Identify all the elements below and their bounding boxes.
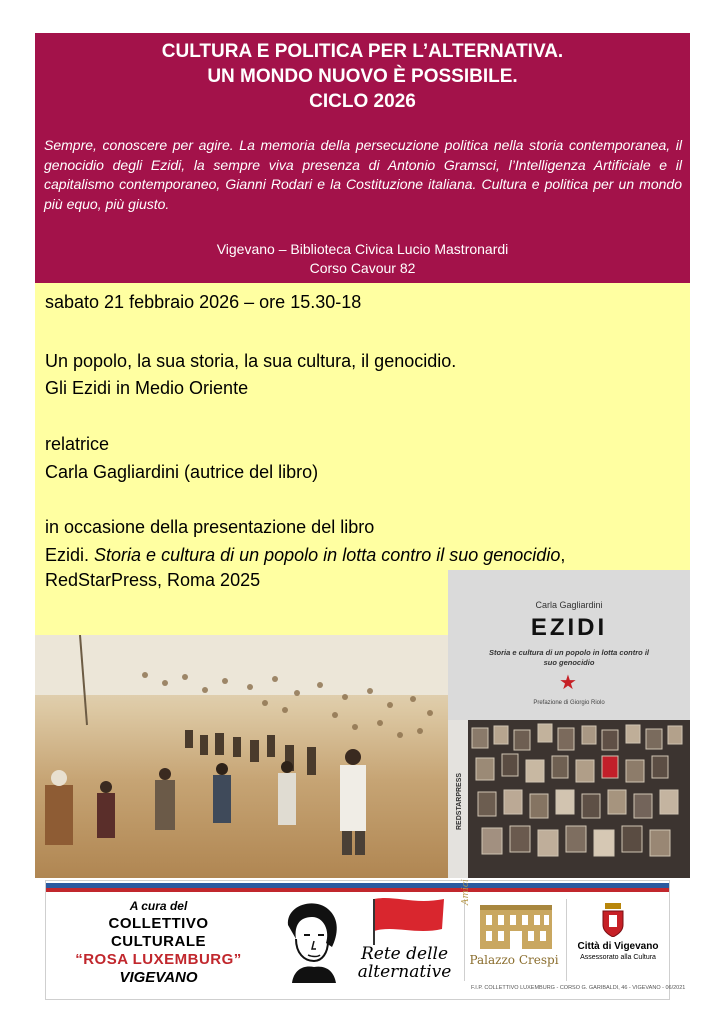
footer-divider-1: [464, 899, 465, 981]
poster-title: [35, 39, 690, 114]
refugees-photo: [35, 635, 448, 878]
speaker-label: relatrice: [45, 434, 110, 454]
footer-red-bar: [46, 888, 669, 892]
venue-line-1: Vigevano – Biblioteca Civica Lucio Mastronardi: [216, 241, 509, 257]
rosa-luxemburg-portrait-icon: [274, 895, 346, 983]
organizer-block: [46, 897, 271, 987]
red-flag-icon: [364, 895, 454, 945]
rete-line-2: alternative: [357, 962, 452, 982]
desert-scene-illustration: [35, 635, 448, 878]
palazzo-crespi-building-icon: [476, 903, 556, 951]
venue: [35, 240, 690, 278]
book-reference: Ezidi. Storia e cultura di un popolo in lotta contro il suo genocidio,: [45, 545, 566, 565]
book-cover: [448, 570, 690, 878]
book-cover-title: EZIDI: [530, 614, 608, 641]
book-cover-subtitle: Storia e cultura di un popolo in lotta contro il suo genocidio: [489, 648, 649, 667]
organizer-culturale: CULTURALE: [110, 933, 207, 950]
event-date: sabato 21 febbraio 2026 – ore 15.30-18: [45, 292, 362, 312]
event-topic-line-2: Gli Ezidi in Medio Oriente: [45, 378, 249, 398]
footer-divider-2: [566, 899, 567, 981]
title-line-1: CULTURA E POLITICA PER L’ALTERNATIVA.: [161, 41, 564, 62]
speaker-name: Carla Gagliardini (autrice del libro): [45, 462, 319, 482]
book-spine-publisher: REDSTARPRESS: [456, 772, 463, 830]
title-line-3: CICLO 2026: [309, 91, 416, 112]
organizer-rosa: “ROSA LUXEMBURG”: [75, 951, 242, 968]
citta-vigevano-label: Città di Vigevano: [577, 941, 659, 952]
amici-label: Amici: [461, 879, 471, 905]
publisher: RedStarPress, Roma 2025: [45, 570, 261, 590]
assessorato-label: Assessorato alla Cultura: [580, 954, 656, 961]
red-star-icon: ★: [559, 672, 577, 694]
book-title: Ezidi.: [45, 545, 90, 565]
organizer-vigevano: VIGEVANO: [119, 969, 198, 986]
organizer-collettivo: COLLETTIVO: [108, 915, 209, 932]
event-topic-line-1: Un popolo, la sua storia, la sua cultura, il genocidio.: [45, 351, 457, 371]
title-line-2: UN MONDO NUOVO È POSSIBILE.: [207, 66, 518, 87]
rete-alternative-logo: [342, 945, 467, 981]
venue-line-2: Corso Cavour 82: [309, 260, 416, 276]
footer-logos: [45, 879, 686, 1000]
fip-printing-note: F.I.P. COLLETTIVO LUXEMBURG - CORSO G. GARIBALDI, 46 - VIGEVANO - 06/2021: [471, 985, 686, 991]
palazzo-crespi-label: Palazzo Crespi: [469, 953, 559, 967]
book-cover-preface: Prefazione di Giorgio Riolo: [533, 700, 605, 706]
book-cover-author: Carla Gagliardini: [535, 600, 603, 610]
organizer-acura: A cura del: [129, 899, 188, 913]
book-subtitle: Storia e cultura di un popolo in lotta contro il suo genocidio: [94, 545, 561, 565]
photo-wall-illustration: [448, 720, 690, 878]
header-banner: [35, 33, 690, 283]
vigevano-crest-icon: [601, 903, 625, 937]
rete-line-1: Rete delle: [360, 944, 449, 964]
intro-paragraph: Sempre, conoscere per agire. La memoria della persecuzione politica nella storia contemporanea, il genocidio degli Ezidi, la sempre viva presenza di Antonio Gramsci, l’Intelligenza Artificiale e il capitalismo contemporaneo, Gianni Rodari e la Costituzione italiana. Cultura e politica per un mondo più equo, più giusto.: [44, 137, 682, 212]
occasion-text: in occasione della presentazione del libro: [45, 517, 375, 537]
